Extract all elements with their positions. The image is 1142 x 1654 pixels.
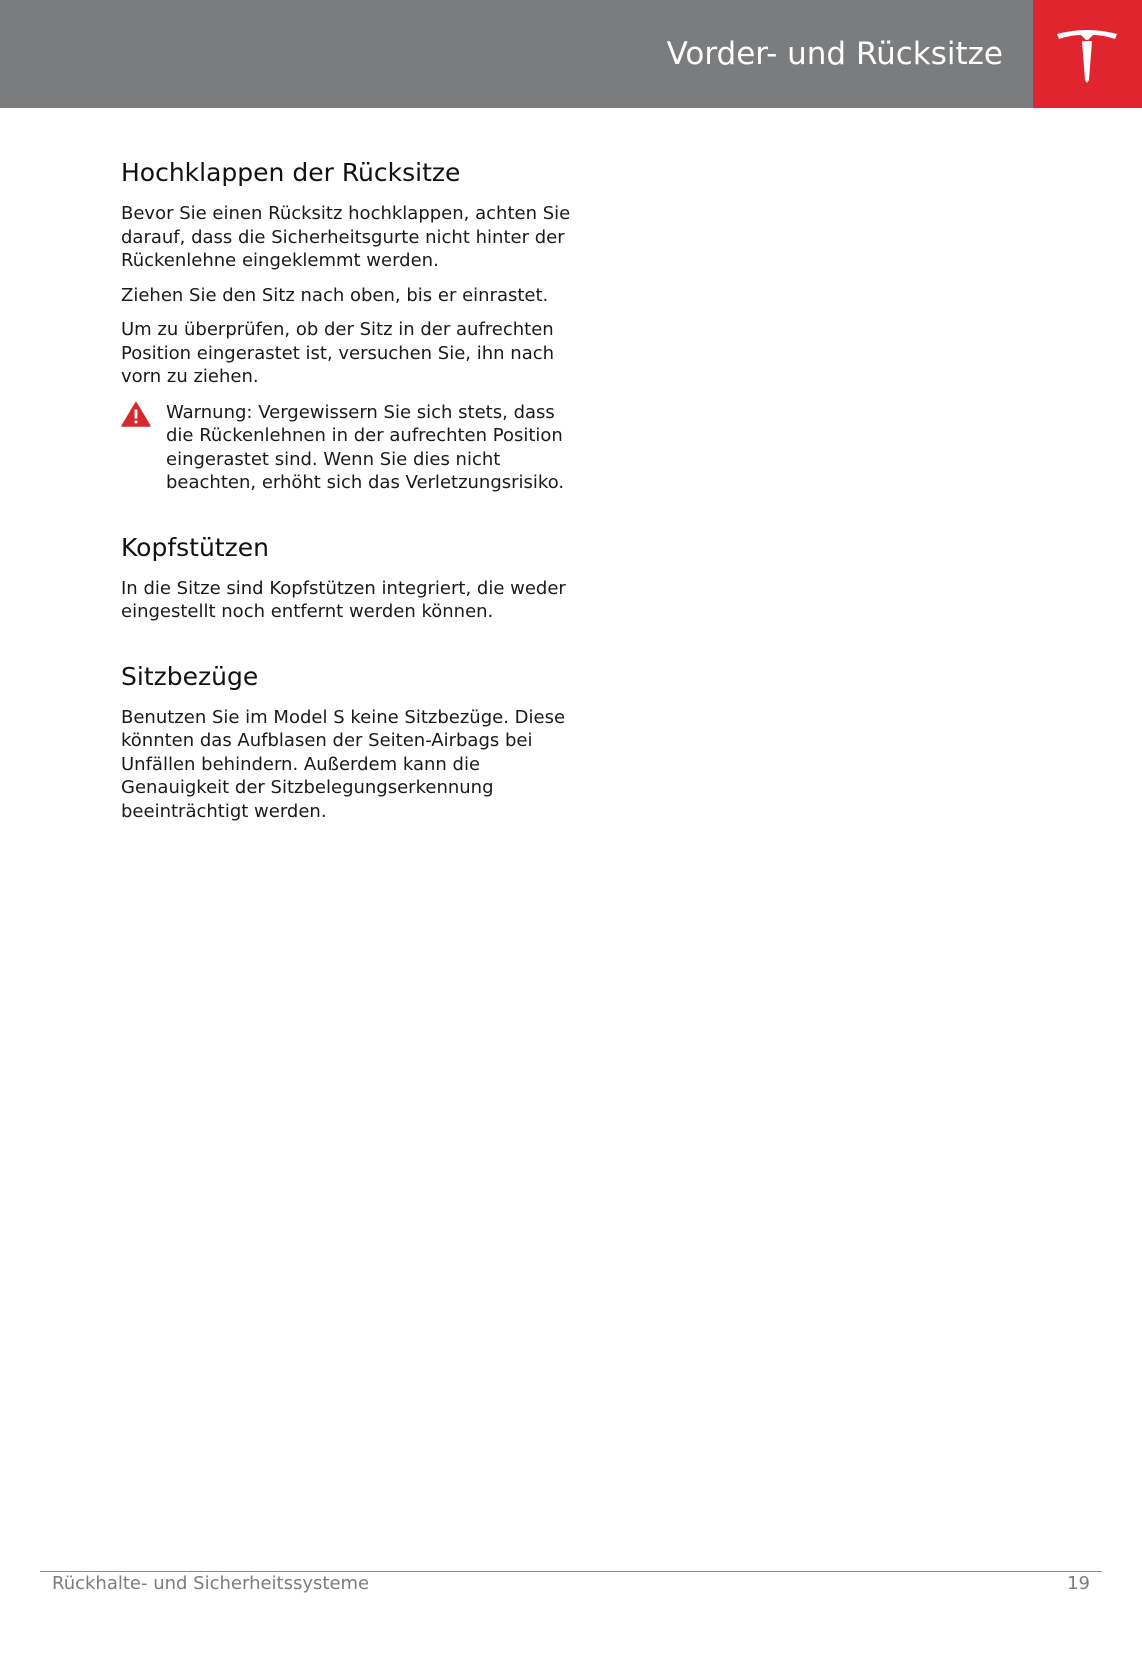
section-seat-covers — [121, 662, 581, 824]
footer-divider — [40, 1571, 1102, 1572]
paragraph: Bevor Sie einen Rücksitz hochklappen, achten Sie darauf, dass die Sicherheitsgurte nicht hinter der Rückenlehne eingeklemmt werden. — [121, 203, 571, 271]
warning-body: Vergewissern Sie sich stets, dass die Rückenlehnen in der aufrechten Position eingerastet sind. Wenn Sie dies nicht beachten, erhöht sich das Verletzungsrisiko. — [166, 401, 565, 493]
page-number: 19 — [1067, 1573, 1090, 1594]
paragraph: In die Sitze sind Kopfstützen integriert, die weder eingestellt noch entfernt werden können. — [121, 577, 566, 622]
tesla-logo-icon — [1055, 28, 1119, 84]
warning-label: Warnung: — [166, 401, 253, 423]
section-rear-seats-raise — [121, 158, 581, 495]
main-content — [121, 158, 581, 861]
warning-text — [166, 401, 581, 495]
logo-block — [1033, 0, 1142, 108]
paragraph: Benutzen Sie im Model S keine Sitzbezüge. Diese könnten das Aufblasen der Seiten-Airbags bei Unfällen behindern. Außerdem kann die Genauigkeit der Sitzbelegungserkennung beeinträchtigt werden. — [121, 706, 566, 822]
section-heading: Hochklappen der Rücksitze — [121, 158, 461, 187]
section-headrests — [121, 533, 581, 624]
footer-section-name: Rückhalte- und Sicherheitssysteme — [52, 1573, 370, 1594]
page-title: Vorder- und Rücksitze — [666, 36, 1003, 72]
header-bar — [0, 0, 1033, 108]
paragraph: Ziehen Sie den Sitz nach oben, bis er einrastet. — [121, 284, 549, 306]
section-heading: Sitzbezüge — [121, 661, 259, 691]
warning-triangle-icon — [121, 401, 151, 427]
warning-note — [121, 401, 581, 495]
paragraph: Um zu überprüfen, ob der Sitz in der aufrechten Position eingerastet ist, versuchen Sie, ihn nach vorn zu ziehen. — [121, 319, 555, 387]
section-heading: Kopfstützen — [121, 532, 269, 562]
